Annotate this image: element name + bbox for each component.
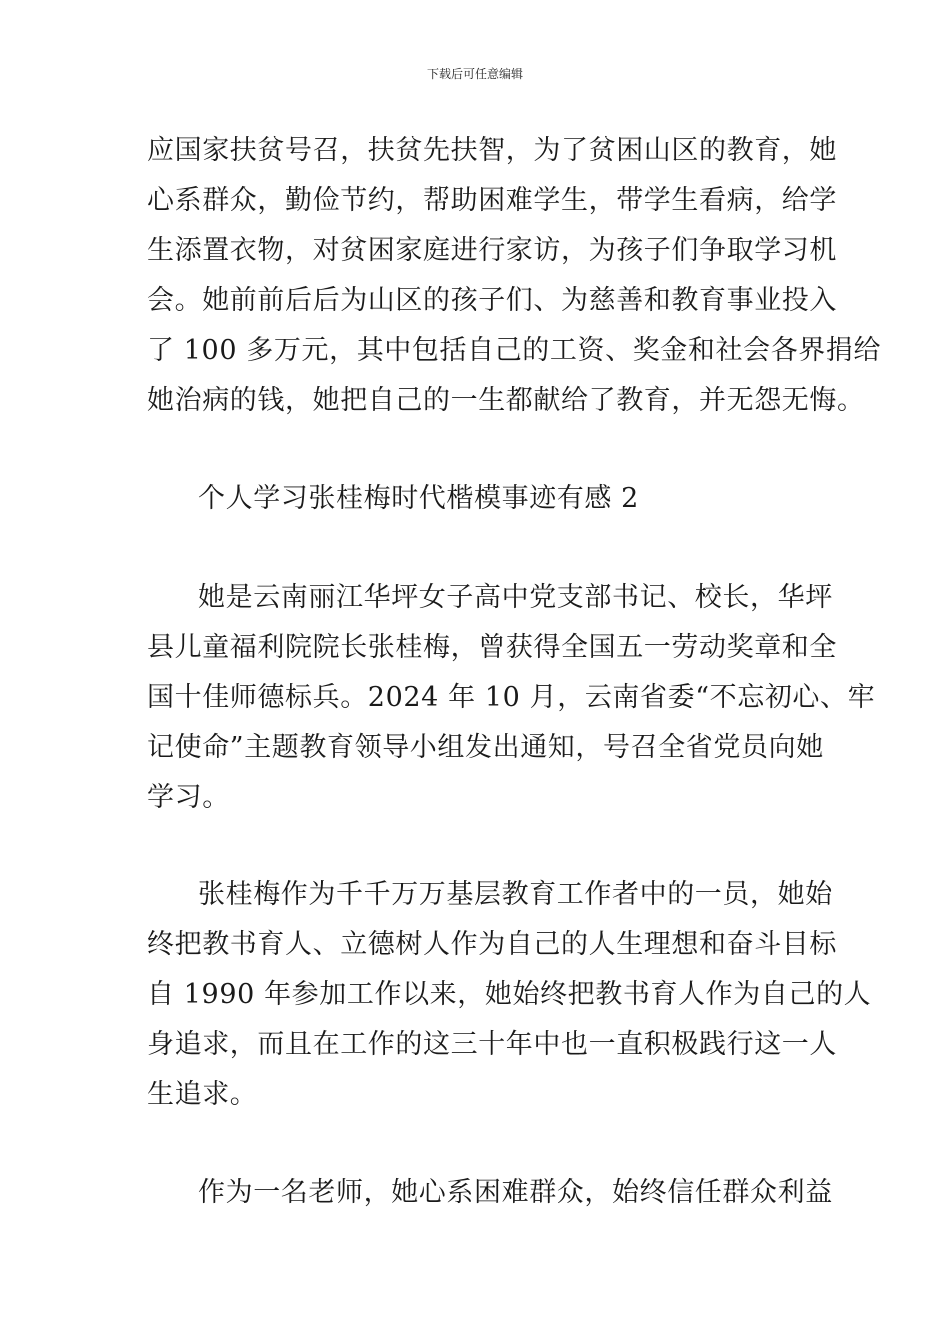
paragraph-line: 了 100 多万元，其中包括自己的工资、奖金和社会各界捐给: [147, 335, 882, 366]
paragraph-line: 县儿童福利院院长张桂梅，曾获得全国五一劳动奖章和全: [147, 632, 837, 663]
paragraph-line: 心系群众，勤俭节约，帮助困难学生，带学生看病，给学: [147, 185, 837, 216]
paragraph-line: 她治病的钱，她把自己的一生都献给了教育，并无怨无悔。: [147, 385, 865, 416]
paragraph-line: 作为一名老师，她心系困难群众，始终信任群众利益: [198, 1177, 833, 1208]
section-heading: 个人学习张桂梅时代楷模事迹有感 2: [198, 483, 639, 514]
paragraph-line: 应国家扶贫号召，扶贫先扶智，为了贫困山区的教育，她: [147, 135, 837, 166]
paragraph-line: 学习。: [147, 782, 230, 813]
paragraph-line: 国十佳师德标兵。2024 年 10 月，云南省委“不忘初心、牢: [147, 682, 876, 713]
paragraph-line: 会。她前前后后为山区的孩子们、为慈善和教育事业投入: [147, 285, 837, 316]
paragraph-line: 她是云南丽江华坪女子高中党支部书记、校长，华坪: [198, 582, 833, 613]
paragraph-line: 张桂梅作为千千万万基层教育工作者中的一员，她始: [198, 879, 833, 910]
header-note: 下载后可任意编辑: [426, 67, 523, 81]
paragraph-line: 记使命”主题教育领导小组发出通知，号召全省党员向她: [147, 732, 824, 763]
paragraph-line: 生添置衣物，对贫困家庭进行家访，为孩子们争取学习机: [147, 235, 837, 266]
paragraph-line: 自 1990 年参加工作以来，她始终把教书育人作为自己的人: [147, 979, 872, 1010]
paragraph-line: 终把教书育人、立德树人作为自己的人生理想和奋斗目标: [147, 929, 837, 960]
paragraph-line: 生追求。: [147, 1079, 258, 1110]
paragraph-line: 身追求，而且在工作的这三十年中也一直积极践行这一人: [147, 1029, 837, 1060]
